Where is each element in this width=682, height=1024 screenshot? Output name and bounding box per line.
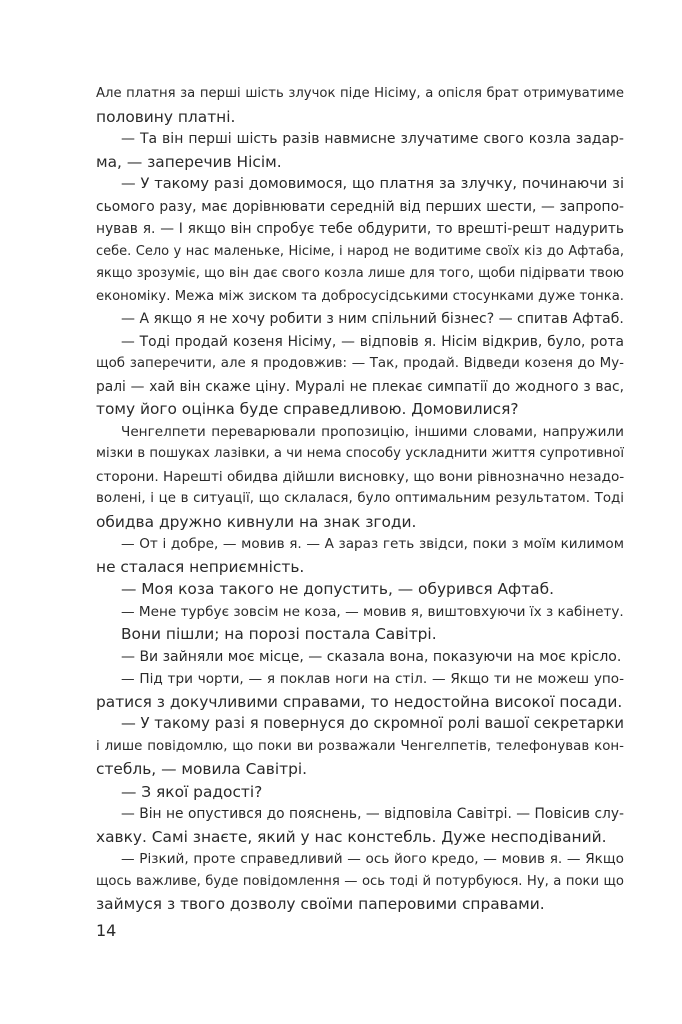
text-line: — З якої радості?	[121, 782, 263, 801]
text-line: ма, — заперечив Нісім.	[96, 152, 282, 171]
page-number: 14	[96, 921, 117, 940]
text-line: — Тоді продай козеня Нісіму, — відповів я. Нісім відкрив, було, рота	[121, 333, 624, 350]
text-line: ратися з докучливими справами, то недостойна високої посади.	[96, 692, 623, 711]
text-line: якщо зрозуміє, що він дає свого козла лише для того, щоби підірвати твою	[96, 266, 624, 281]
text-line: себе. Село у нас маленьке, Нісіме, і народ не водитиме своїх кіз до Афтаба,	[96, 243, 624, 259]
text-line: — Ви зайняли моє місце, — сказала вона, показуючи на моє крісло.	[121, 648, 622, 665]
text-line: Ченгелпети переварювали пропозицію, іншими словами, напружили	[121, 423, 624, 440]
text-line: Але платня за перші шість злучок піде Нісіму, а опісля брат отримуватиме	[96, 86, 624, 101]
text-line: — Під три чорти, — я поклав ноги на стіл. — Якщо ти не можеш упо-	[121, 671, 624, 687]
text-line: економіку. Межа між зиском та добросусідськими стосунками дуже тонка.	[96, 288, 624, 304]
text-line: мізки в пошуках лазівки, а чи нема способу ускладнити життя супротивної	[96, 446, 624, 461]
text-line: — Моя коза такого не допустить, — обурився Афтаб.	[121, 580, 554, 598]
text-line: — У такому разі домовимося, що платня за злучку, починаючи зі	[121, 175, 624, 192]
page-body	[96, 83, 624, 916]
text-line: волені, і це в ситуації, що склалася, було оптимальним результатом. Тоді	[96, 491, 624, 506]
text-line: — От і добре, — мовив я. — А зараз геть звідси, поки з моїм килимом	[121, 536, 624, 552]
text-line: і лише повідомлю, що поки ви розважали Ченгелпетів, телефонував кон-	[96, 738, 624, 754]
text-line: — А якщо я не хочу робити з ним спільний бізнес? — спитав Афтаб.	[121, 311, 624, 327]
text-line: — Він не опустився до пояснень, — відповіла Савітрі. — Повісив слу-	[121, 806, 624, 822]
text-line: — Мене турбує зовсім не коза, — мовив я, виштовхуючи їх з кабінету.	[121, 603, 624, 620]
text-line: — Та він перші шість разів навмисне злучатиме свого козла задар-	[121, 131, 624, 147]
text-line: сьомого разу, має дорівнювати середній від перших шести, — запропо-	[96, 198, 624, 215]
text-line: щоб заперечити, але я продовжив: — Так, продай. Відведи козеня до Му-	[96, 356, 624, 371]
text-line: Вони пішли; на порозі постала Савітрі.	[121, 625, 437, 643]
text-line: сторони. Нарешті обидва дійшли висновку, що вони рівнозначно незадо-	[96, 468, 624, 485]
text-line: не сталася неприємність.	[96, 557, 305, 576]
text-line: щось важливе, буде повідомлення — ось тоді й потурбуюся. Ну, а поки що	[96, 873, 624, 889]
text-line: — Різкий, проте справедливий — ось його кредо, — мовив я. — Якщо	[121, 851, 624, 867]
text-line: стебль, — мовила Савітрі.	[96, 760, 308, 778]
text-line: ралі — хай він скаже ціну. Муралі не плекає симпатії до жодного з вас,	[96, 378, 624, 395]
text-line: — У такому разі я повернуся до скромної ролі вашої секретарки	[121, 715, 624, 732]
text-line: хавку. Самі знаєте, який у нас констебль. Дуже несподіваний.	[96, 827, 607, 846]
text-line: займуся з твого дозволу своїми паперовими справами.	[96, 895, 545, 913]
text-line: обидва дружно кивнули на знак згоди.	[96, 512, 417, 531]
text-line: тому його оцінка буде справедливою. Домовилися?	[96, 400, 519, 418]
text-line: нував я. — І якщо він спробує тебе обдурити, то врешті-решт надурить	[96, 221, 624, 237]
text-line: половину платні.	[96, 107, 236, 126]
